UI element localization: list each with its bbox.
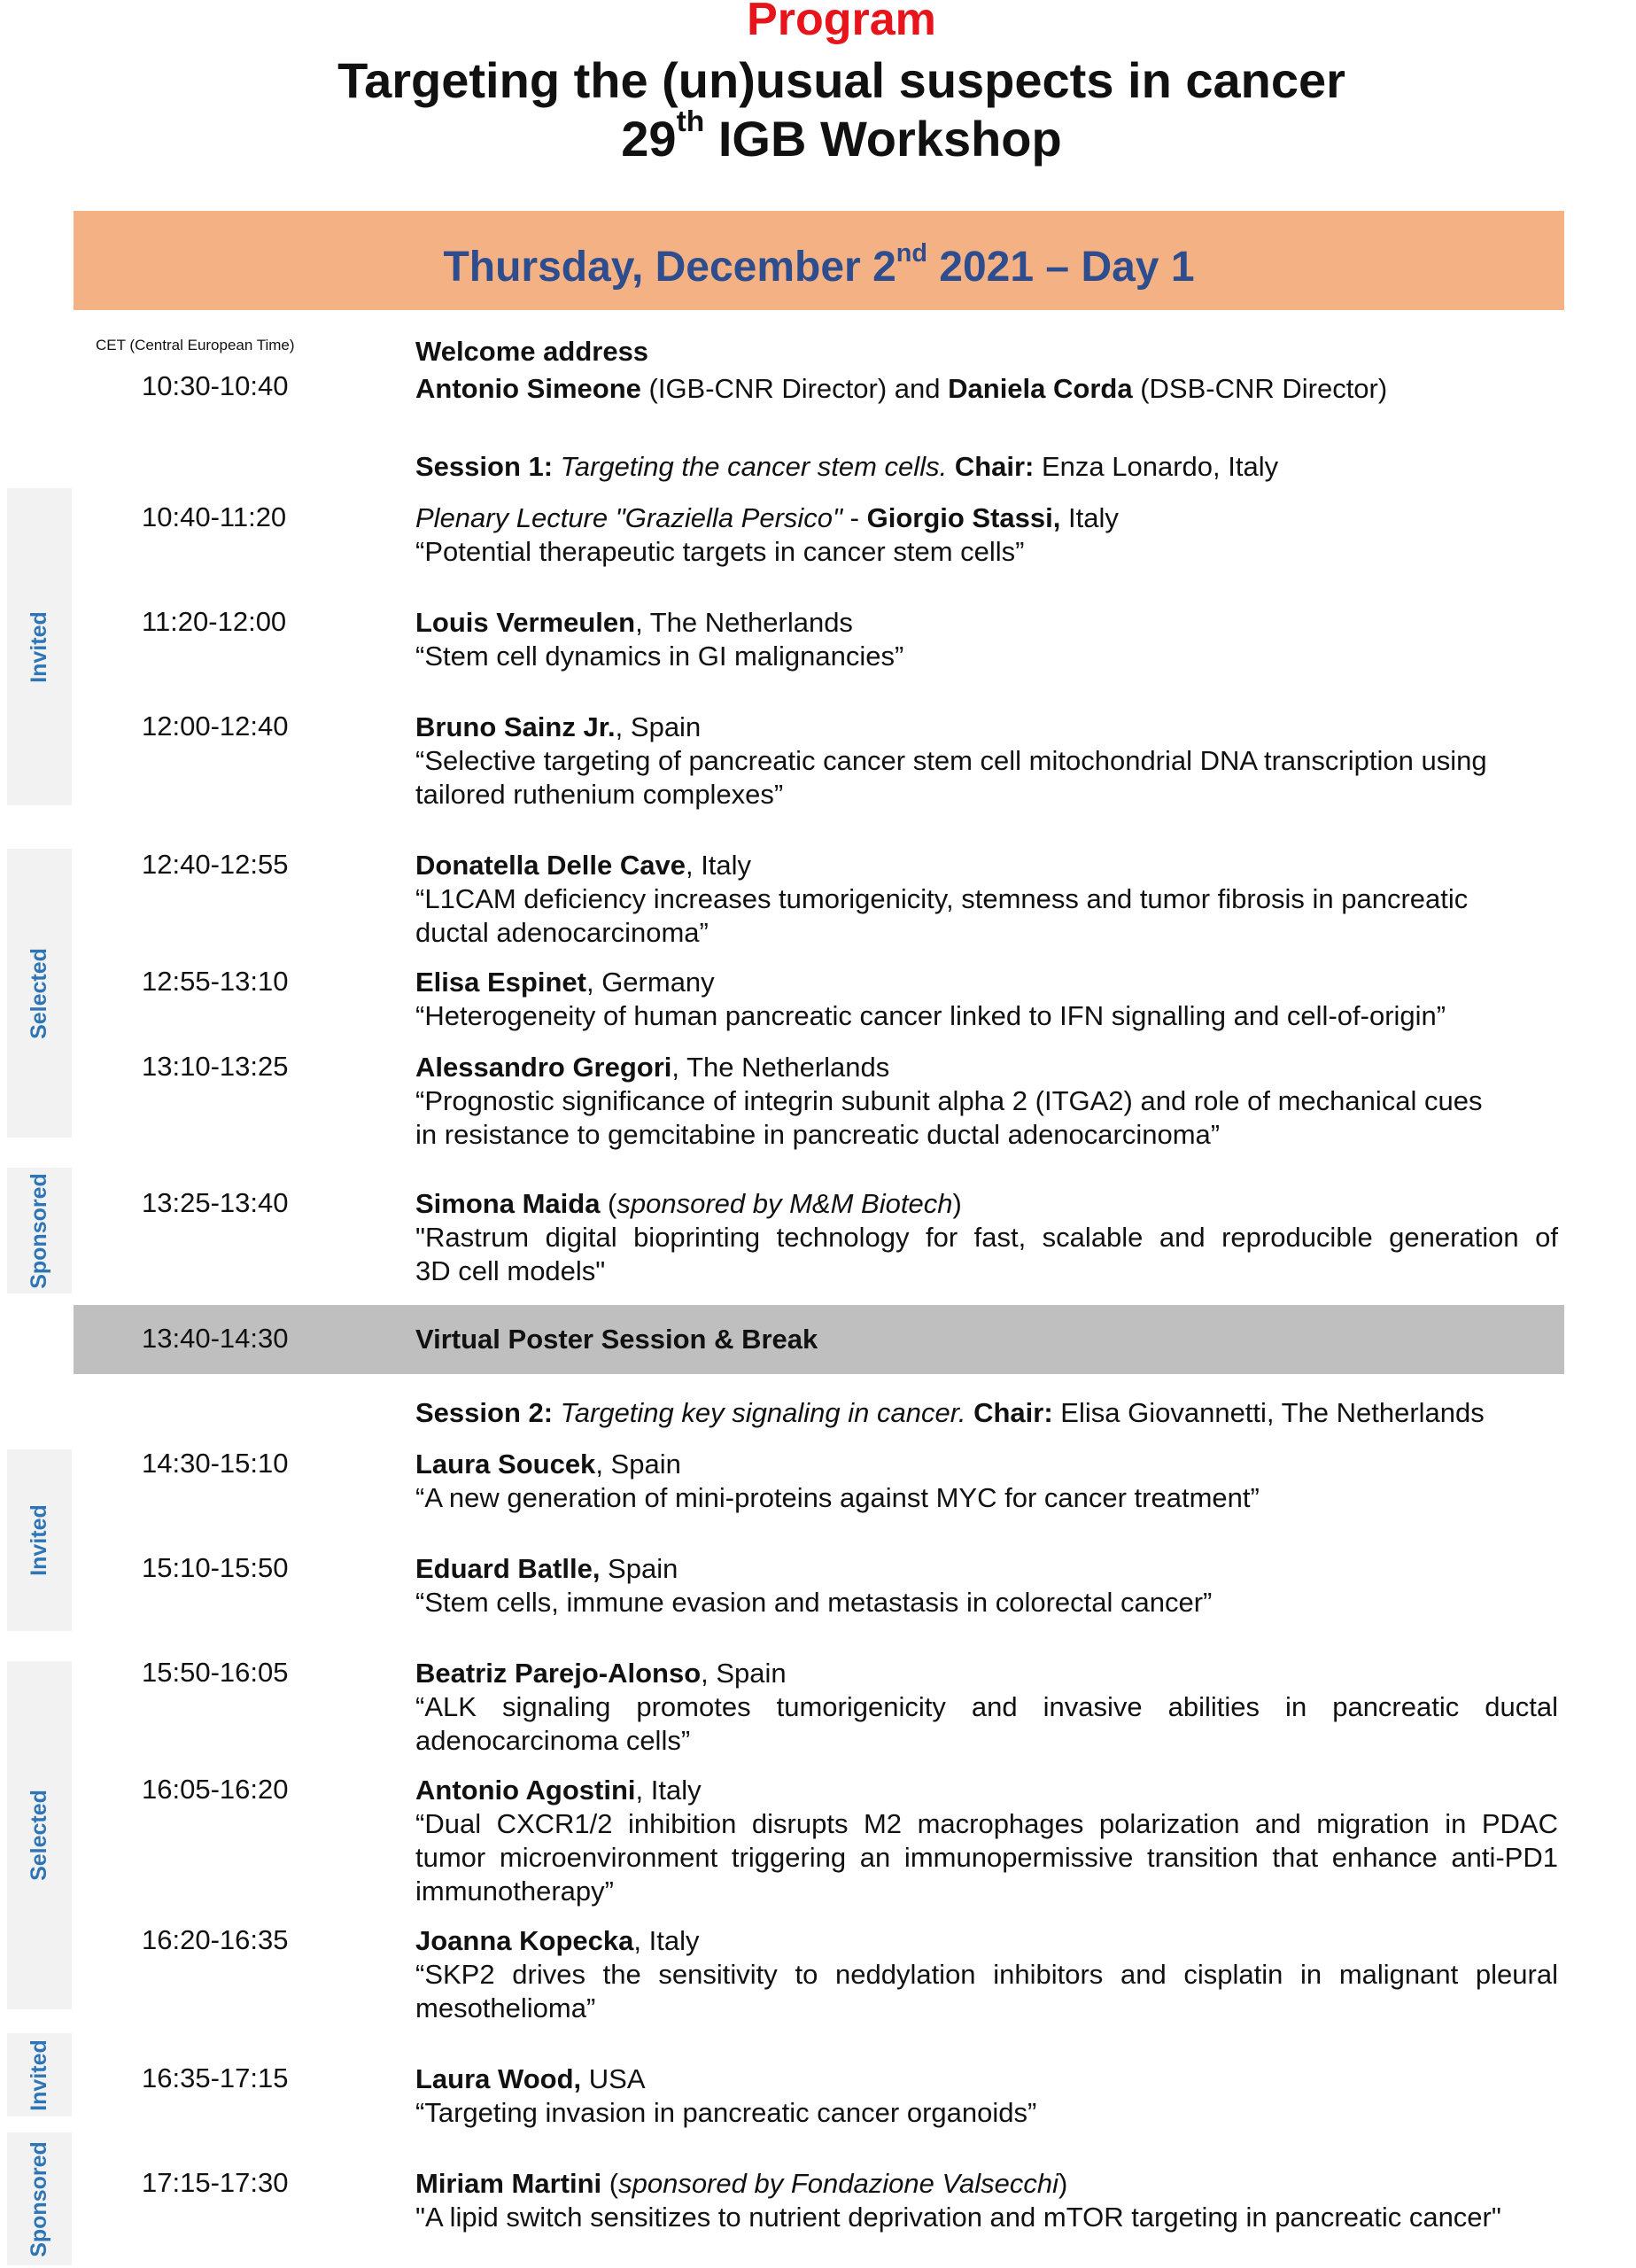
workshop-subtitle: 29th IGB Workshop: [621, 105, 1062, 167]
side-tab-sponsored: Sponsored: [7, 2132, 72, 2265]
talk-entry: [415, 1774, 1558, 1908]
time-slot: 13:10-13:25: [142, 1051, 289, 1082]
time-slot: 15:10-15:50: [142, 1552, 289, 1583]
talk-title: “Targeting invasion in pancreatic cancer organoids”: [415, 2097, 1037, 2128]
timezone-label: CET (Central European Time): [96, 337, 295, 353]
talk-title: “Stem cells, immune evasion and metastasis in colorectal cancer”: [415, 1587, 1213, 1618]
speaker-line: Laura Soucek, Spain: [415, 1449, 681, 1480]
talk-title-cont: in resistance to gemcitabine in pancreatic ductal adenocarcinoma”: [415, 1119, 1221, 1150]
speaker-line: Joanna Kopecka, Italy: [415, 1925, 700, 1956]
speaker-line: Plenary Lecture "Graziella Persico" - Giorgio Stassi, Italy: [415, 502, 1119, 533]
talk-title-cont: mesothelioma”: [415, 1992, 596, 2023]
talk-title: “Potential therapeutic targets in cancer stem cells”: [415, 536, 1025, 567]
talk-entry: [415, 2167, 1558, 2234]
talk-title: “Selective targeting of pancreatic cancer stem cell mitochondrial DNA transcription using: [415, 745, 1487, 776]
time-slot: 16:35-17:15: [142, 2062, 289, 2093]
side-tab-selected: Selected: [7, 1661, 72, 2009]
speaker-line: Antonio Agostini, Italy: [415, 1775, 702, 1806]
speaker-line: Miriam Martini (sponsored by Fondazione Valsecchi): [415, 2168, 1068, 2199]
workshop-title: Targeting the (un)usual suspects in cancer: [337, 52, 1345, 108]
time-slot: 12:55-13:10: [142, 966, 289, 997]
talk-title-cont: 3D cell models": [415, 1255, 606, 1286]
talk-entry: [415, 1657, 1558, 1758]
talk-title-cont: immunotherapy”: [415, 1876, 614, 1907]
day-banner: [74, 211, 1564, 310]
talk-title: "Rastrum digital bioprinting technology for fast, scalable and reproducible generation of: [415, 1222, 1558, 1253]
talk-title: “Heterogeneity of human pancreatic cancer linked to IFN signalling and cell-of-origin”: [415, 1000, 1446, 1031]
speaker-line: Beatriz Parejo-Alonso, Spain: [415, 1658, 787, 1689]
side-tab-selected: Selected: [7, 849, 72, 1138]
talk-entry: [415, 849, 1558, 950]
side-tab-invited: Invited: [7, 1449, 72, 1631]
talk-entry: [415, 1187, 1558, 1288]
time-slot: 10:30-10:40: [142, 370, 289, 401]
speaker-line: Simona Maida (sponsored by M&M Biotech): [415, 1188, 962, 1219]
day-title: Thursday, December 2nd 2021 – Day 1: [443, 238, 1195, 291]
talk-title: “A new generation of mini-proteins against MYC for cancer treatment”: [415, 1482, 1260, 1513]
talk-entry: [415, 711, 1558, 812]
talk-title: "A lipid switch sensitizes to nutrient deprivation and mTOR targeting in pancreatic cancer": [415, 2202, 1501, 2233]
talk-title-cont: tailored ruthenium complexes”: [415, 779, 784, 810]
talk-entry: [415, 606, 1558, 673]
talk-title: “Stem cell dynamics in GI malignancies”: [415, 641, 904, 672]
talk-entry: [415, 501, 1558, 569]
time-slot: 10:40-11:20: [142, 501, 287, 532]
session-1-header: Session 1: Targeting the cancer stem cells. Chair: Enza Lonardo, Italy: [415, 451, 1279, 482]
time-slot: 11:20-12:00: [142, 606, 287, 637]
time-slot: 12:00-12:40: [142, 711, 289, 742]
program-heading: Program: [747, 0, 936, 45]
time-slot: 13:25-13:40: [142, 1187, 289, 1218]
speaker-line: Louis Vermeulen, The Netherlands: [415, 607, 853, 638]
talk-entry: [415, 1448, 1558, 1515]
time-slot: 16:20-16:35: [142, 1924, 289, 1955]
talk-title-cont: tumor microenvironment triggering an immunopermissive transition that enhance anti-PD1: [415, 1842, 1558, 1873]
side-tab-sponsored: Sponsored: [7, 1168, 72, 1293]
speaker-line: Elisa Espinet, Germany: [415, 967, 715, 998]
session-2-header: Session 2: Targeting key signaling in cancer. Chair: Elisa Giovannetti, The Netherlands: [415, 1397, 1485, 1428]
speaker-line: Laura Wood, USA: [415, 2063, 646, 2094]
talk-entry: [415, 2062, 1558, 2130]
side-tab-invited: Invited: [7, 488, 72, 805]
talk-entry: [415, 1552, 1558, 1619]
time-slot: 16:05-16:20: [142, 1774, 289, 1805]
talk-title: “Dual CXCR1/2 inhibition disrupts M2 macrophages polarization and migration in PDAC: [415, 1808, 1558, 1839]
time-slot: 17:15-17:30: [142, 2167, 289, 2198]
break-row: [74, 1305, 1564, 1374]
welcome-heading: Welcome address: [415, 336, 649, 367]
talk-title: “ALK signaling promotes tumorigenicity and invasive abilities in pancreatic ductal: [415, 1691, 1558, 1722]
time-slot: 13:40-14:30: [142, 1323, 289, 1354]
speaker-line: Bruno Sainz Jr., Spain: [415, 711, 702, 742]
speaker-line: Alessandro Gregori, The Netherlands: [415, 1052, 890, 1083]
time-slot: 15:50-16:05: [142, 1657, 289, 1688]
speaker-line: Eduard Batlle, Spain: [415, 1553, 678, 1584]
talk-entry: [415, 1051, 1558, 1152]
time-slot: 12:40-12:55: [142, 849, 289, 880]
talk-title-cont: ductal adenocarcinoma”: [415, 917, 709, 948]
talk-title-cont: adenocarcinoma cells”: [415, 1725, 691, 1756]
talk-entry: [415, 1924, 1558, 2025]
talk-title: “Prognostic significance of integrin subunit alpha 2 (ITGA2) and role of mechanical cues: [415, 1085, 1483, 1116]
talk-entry: [415, 966, 1558, 1033]
speaker-line: Donatella Delle Cave, Italy: [415, 850, 752, 881]
talk-title: “L1CAM deficiency increases tumorigenicity, stemness and tumor fibrosis in pancreatic: [415, 883, 1469, 914]
welcome-speakers: Antonio Simeone (IGB-CNR Director) and Daniela Corda (DSB-CNR Director): [415, 373, 1388, 404]
break-title: Virtual Poster Session & Break: [415, 1324, 818, 1355]
side-tab-invited: Invited: [7, 2033, 72, 2117]
time-slot: 14:30-15:10: [142, 1448, 289, 1479]
talk-title: “SKP2 drives the sensitivity to neddylation inhibitors and cisplatin in malignant pleural: [415, 1959, 1558, 1990]
